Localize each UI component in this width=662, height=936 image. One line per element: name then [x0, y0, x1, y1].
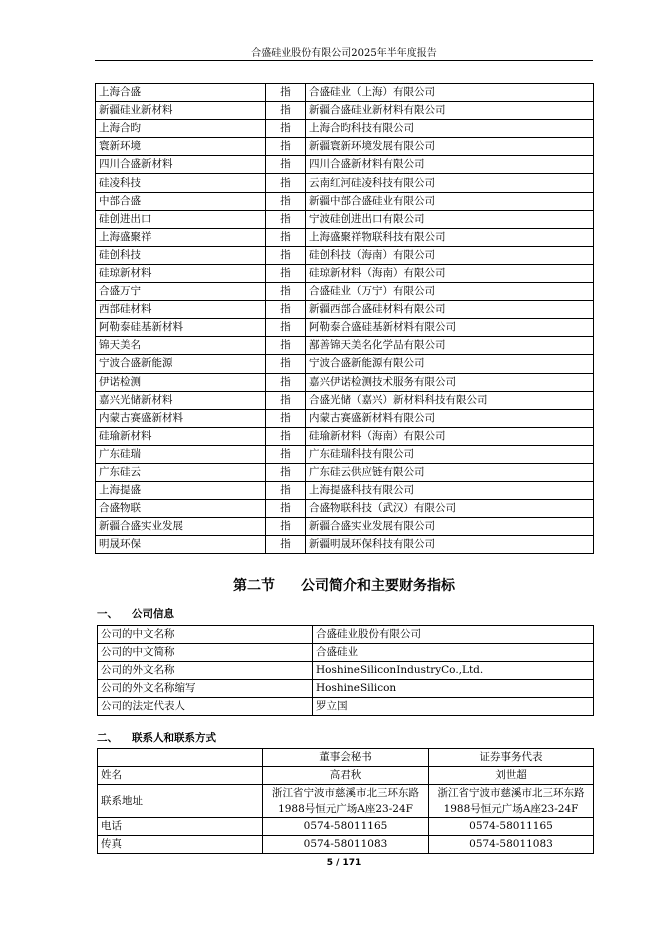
- definition-row: [96, 228, 594, 246]
- definition-term: 上海盛聚祥: [96, 228, 266, 246]
- company-info-heading: [97, 606, 174, 621]
- col-secretary: 董事会秘书: [263, 749, 429, 767]
- company-info-table: [97, 625, 594, 716]
- definition-symbol: 指: [266, 246, 306, 264]
- definition-text: 硅创科技（海南）有限公司: [306, 246, 594, 264]
- definition-text: 合盛光储（嘉兴）新材料科技有限公司: [306, 391, 594, 409]
- definition-term: 上海提盛: [96, 482, 266, 500]
- definition-row: [96, 373, 594, 391]
- definition-symbol: 指: [266, 138, 306, 156]
- definition-text: 上海合昀科技有限公司: [306, 120, 594, 138]
- contact-rep-value: 浙江省宁波市慈溪市北三环东路1988号恒元广场A座23-24F: [429, 785, 594, 818]
- definition-term: 合盛物联: [96, 500, 266, 518]
- info-value: 合盛硅业: [313, 644, 594, 662]
- definition-row: [96, 445, 594, 463]
- section-title-text: 公司简介和主要财务指标: [301, 578, 455, 594]
- definition-term: 寰新环境: [96, 138, 266, 156]
- definition-symbol: 指: [266, 228, 306, 246]
- definition-symbol: 指: [266, 536, 306, 554]
- definition-row: [96, 283, 594, 301]
- section-number: 第二节: [233, 578, 275, 594]
- info-label: 公司的外文名称: [98, 662, 313, 680]
- contact-label: 联系地址: [98, 785, 263, 818]
- contact-rep-value: 0574-58011165: [429, 818, 594, 836]
- definition-text: 阿勒泰合盛硅基新材料有限公司: [306, 319, 594, 337]
- report-header-title: 合盛硅业股份有限公司2025年半年度报告: [251, 48, 437, 59]
- contact-rep-value: 刘世超: [429, 767, 594, 785]
- definition-symbol: 指: [266, 337, 306, 355]
- definition-symbol: 指: [266, 463, 306, 481]
- definition-term: 伊诺检测: [96, 373, 266, 391]
- definition-term: 嘉兴光储新材料: [96, 391, 266, 409]
- contact-row: [98, 836, 594, 854]
- definition-row: [96, 536, 594, 554]
- definition-term: 上海合盛: [96, 84, 266, 102]
- definition-text: 上海提盛科技有限公司: [306, 482, 594, 500]
- definition-row: [96, 174, 594, 192]
- definition-term: 新疆硅业新材料: [96, 102, 266, 120]
- info-label: 公司的中文名称: [98, 626, 313, 644]
- company-info-row: [98, 662, 594, 680]
- definition-text: 上海盛聚祥物联科技有限公司: [306, 228, 594, 246]
- definition-row: [96, 102, 594, 120]
- definition-text: 新疆中部合盛硅业有限公司: [306, 192, 594, 210]
- definition-symbol: 指: [266, 355, 306, 373]
- contact-header-row: [98, 749, 594, 767]
- definition-text: 嘉兴伊诺检测技术服务有限公司: [306, 373, 594, 391]
- contact-heading: [97, 730, 216, 745]
- definition-row: [96, 482, 594, 500]
- definition-symbol: 指: [266, 192, 306, 210]
- definition-symbol: 指: [266, 518, 306, 536]
- definition-row: [96, 355, 594, 373]
- heading-text: 公司信息: [132, 608, 174, 620]
- company-info-row: [98, 644, 594, 662]
- definition-row: [96, 337, 594, 355]
- company-info-row: [98, 680, 594, 698]
- definition-text: 四川合盛新材料有限公司: [306, 156, 594, 174]
- definition-symbol: 指: [266, 373, 306, 391]
- definition-text: 合盛硅业（上海）有限公司: [306, 84, 594, 102]
- definition-term: 广东硅云: [96, 463, 266, 481]
- definition-symbol: 指: [266, 301, 306, 319]
- contact-secretary-value: 0574-58011165: [263, 818, 429, 836]
- definition-symbol: 指: [266, 210, 306, 228]
- definition-term: 上海合昀: [96, 120, 266, 138]
- contact-secretary-value: 0574-58011083: [263, 836, 429, 854]
- info-value: HoshineSilicon: [313, 680, 594, 698]
- definition-row: [96, 427, 594, 445]
- page-number: 5 / 171: [326, 858, 362, 868]
- definition-term: 硅创科技: [96, 246, 266, 264]
- definition-symbol: 指: [266, 409, 306, 427]
- definition-symbol: 指: [266, 102, 306, 120]
- contact-secretary-value: 高君秋: [263, 767, 429, 785]
- definition-symbol: 指: [266, 391, 306, 409]
- definition-row: [96, 500, 594, 518]
- definition-symbol: 指: [266, 427, 306, 445]
- definition-text: 鄯善锦天美名化学品有限公司: [306, 337, 594, 355]
- definition-text: 宁波硅创进出口有限公司: [306, 210, 594, 228]
- info-label: 公司的中文简称: [98, 644, 313, 662]
- definition-symbol: 指: [266, 319, 306, 337]
- company-info-row: [98, 698, 594, 716]
- contact-label: 电话: [98, 818, 263, 836]
- col-rep: 证券事务代表: [429, 749, 594, 767]
- company-info-row: [98, 626, 594, 644]
- definition-text: 新疆寰新环境发展有限公司: [306, 138, 594, 156]
- contact-secretary-value: 浙江省宁波市慈溪市北三环东路1988号恒元广场A座23-24F: [263, 785, 429, 818]
- definition-symbol: 指: [266, 84, 306, 102]
- definition-row: [96, 319, 594, 337]
- section-title: [95, 575, 593, 595]
- definition-row: [96, 264, 594, 282]
- definition-term: 硅凌科技: [96, 174, 266, 192]
- definition-text: 硅琼新材料（海南）有限公司: [306, 264, 594, 282]
- definition-text: 新疆合盛硅业新材料有限公司: [306, 102, 594, 120]
- definition-text: 硅瑜新材料（海南）有限公司: [306, 427, 594, 445]
- definition-symbol: 指: [266, 283, 306, 301]
- definitions-table: [95, 83, 594, 554]
- definition-term: 硅瑜新材料: [96, 427, 266, 445]
- contact-table: [97, 748, 594, 854]
- definition-text: 宁波合盛新能源有限公司: [306, 355, 594, 373]
- definition-term: 西部硅材料: [96, 301, 266, 319]
- contact-row: [98, 767, 594, 785]
- definition-row: [96, 120, 594, 138]
- definition-term: 宁波合盛新能源: [96, 355, 266, 373]
- info-value: HoshineSiliconIndustryCo.,Ltd.: [313, 662, 594, 680]
- definition-term: 硅琼新材料: [96, 264, 266, 282]
- definition-term: 阿勒泰硅基新材料: [96, 319, 266, 337]
- definition-symbol: 指: [266, 500, 306, 518]
- definition-symbol: 指: [266, 445, 306, 463]
- definition-row: [96, 391, 594, 409]
- definition-term: 中部合盛: [96, 192, 266, 210]
- definition-term: 新疆合盛实业发展: [96, 518, 266, 536]
- definition-text: 内蒙古赛盛新材料有限公司: [306, 409, 594, 427]
- definition-term: 硅创进出口: [96, 210, 266, 228]
- definition-row: [96, 192, 594, 210]
- info-value: 合盛硅业股份有限公司: [313, 626, 594, 644]
- heading-number: 二、: [97, 732, 118, 744]
- contact-label: 姓名: [98, 767, 263, 785]
- definition-term: 内蒙古赛盛新材料: [96, 409, 266, 427]
- definition-term: 合盛万宁: [96, 283, 266, 301]
- definition-row: [96, 246, 594, 264]
- definition-term: 锦天美名: [96, 337, 266, 355]
- definition-row: [96, 84, 594, 102]
- info-label: 公司的外文名称缩写: [98, 680, 313, 698]
- definition-row: [96, 301, 594, 319]
- header-rule: [95, 60, 593, 61]
- contact-rep-value: 0574-58011083: [429, 836, 594, 854]
- definition-text: 广东硅瑞科技有限公司: [306, 445, 594, 463]
- definition-row: [96, 138, 594, 156]
- contact-header-blank: [98, 749, 263, 767]
- definition-text: 新疆明晟环保科技有限公司: [306, 536, 594, 554]
- definition-term: 广东硅瑞: [96, 445, 266, 463]
- definition-symbol: 指: [266, 174, 306, 192]
- definition-term: 四川合盛新材料: [96, 156, 266, 174]
- definition-text: 新疆西部合盛硅材料有限公司: [306, 301, 594, 319]
- contact-row: [98, 785, 594, 818]
- definition-row: [96, 156, 594, 174]
- info-label: 公司的法定代表人: [98, 698, 313, 716]
- definition-symbol: 指: [266, 264, 306, 282]
- definition-row: [96, 409, 594, 427]
- definition-text: 新疆合盛实业发展有限公司: [306, 518, 594, 536]
- definition-term: 明晟环保: [96, 536, 266, 554]
- contact-label: 传真: [98, 836, 263, 854]
- heading-text: 联系人和联系方式: [132, 732, 216, 744]
- definition-row: [96, 210, 594, 228]
- definition-text: 合盛物联科技（武汉）有限公司: [306, 500, 594, 518]
- definition-symbol: 指: [266, 120, 306, 138]
- definition-row: [96, 518, 594, 536]
- definition-row: [96, 463, 594, 481]
- definition-text: 合盛硅业（万宁）有限公司: [306, 283, 594, 301]
- info-value: 罗立国: [313, 698, 594, 716]
- heading-number: 一、: [97, 608, 118, 620]
- definition-text: 广东硅云供应链有限公司: [306, 463, 594, 481]
- definition-symbol: 指: [266, 156, 306, 174]
- definition-symbol: 指: [266, 482, 306, 500]
- contact-row: [98, 818, 594, 836]
- definition-text: 云南红河硅凌科技有限公司: [306, 174, 594, 192]
